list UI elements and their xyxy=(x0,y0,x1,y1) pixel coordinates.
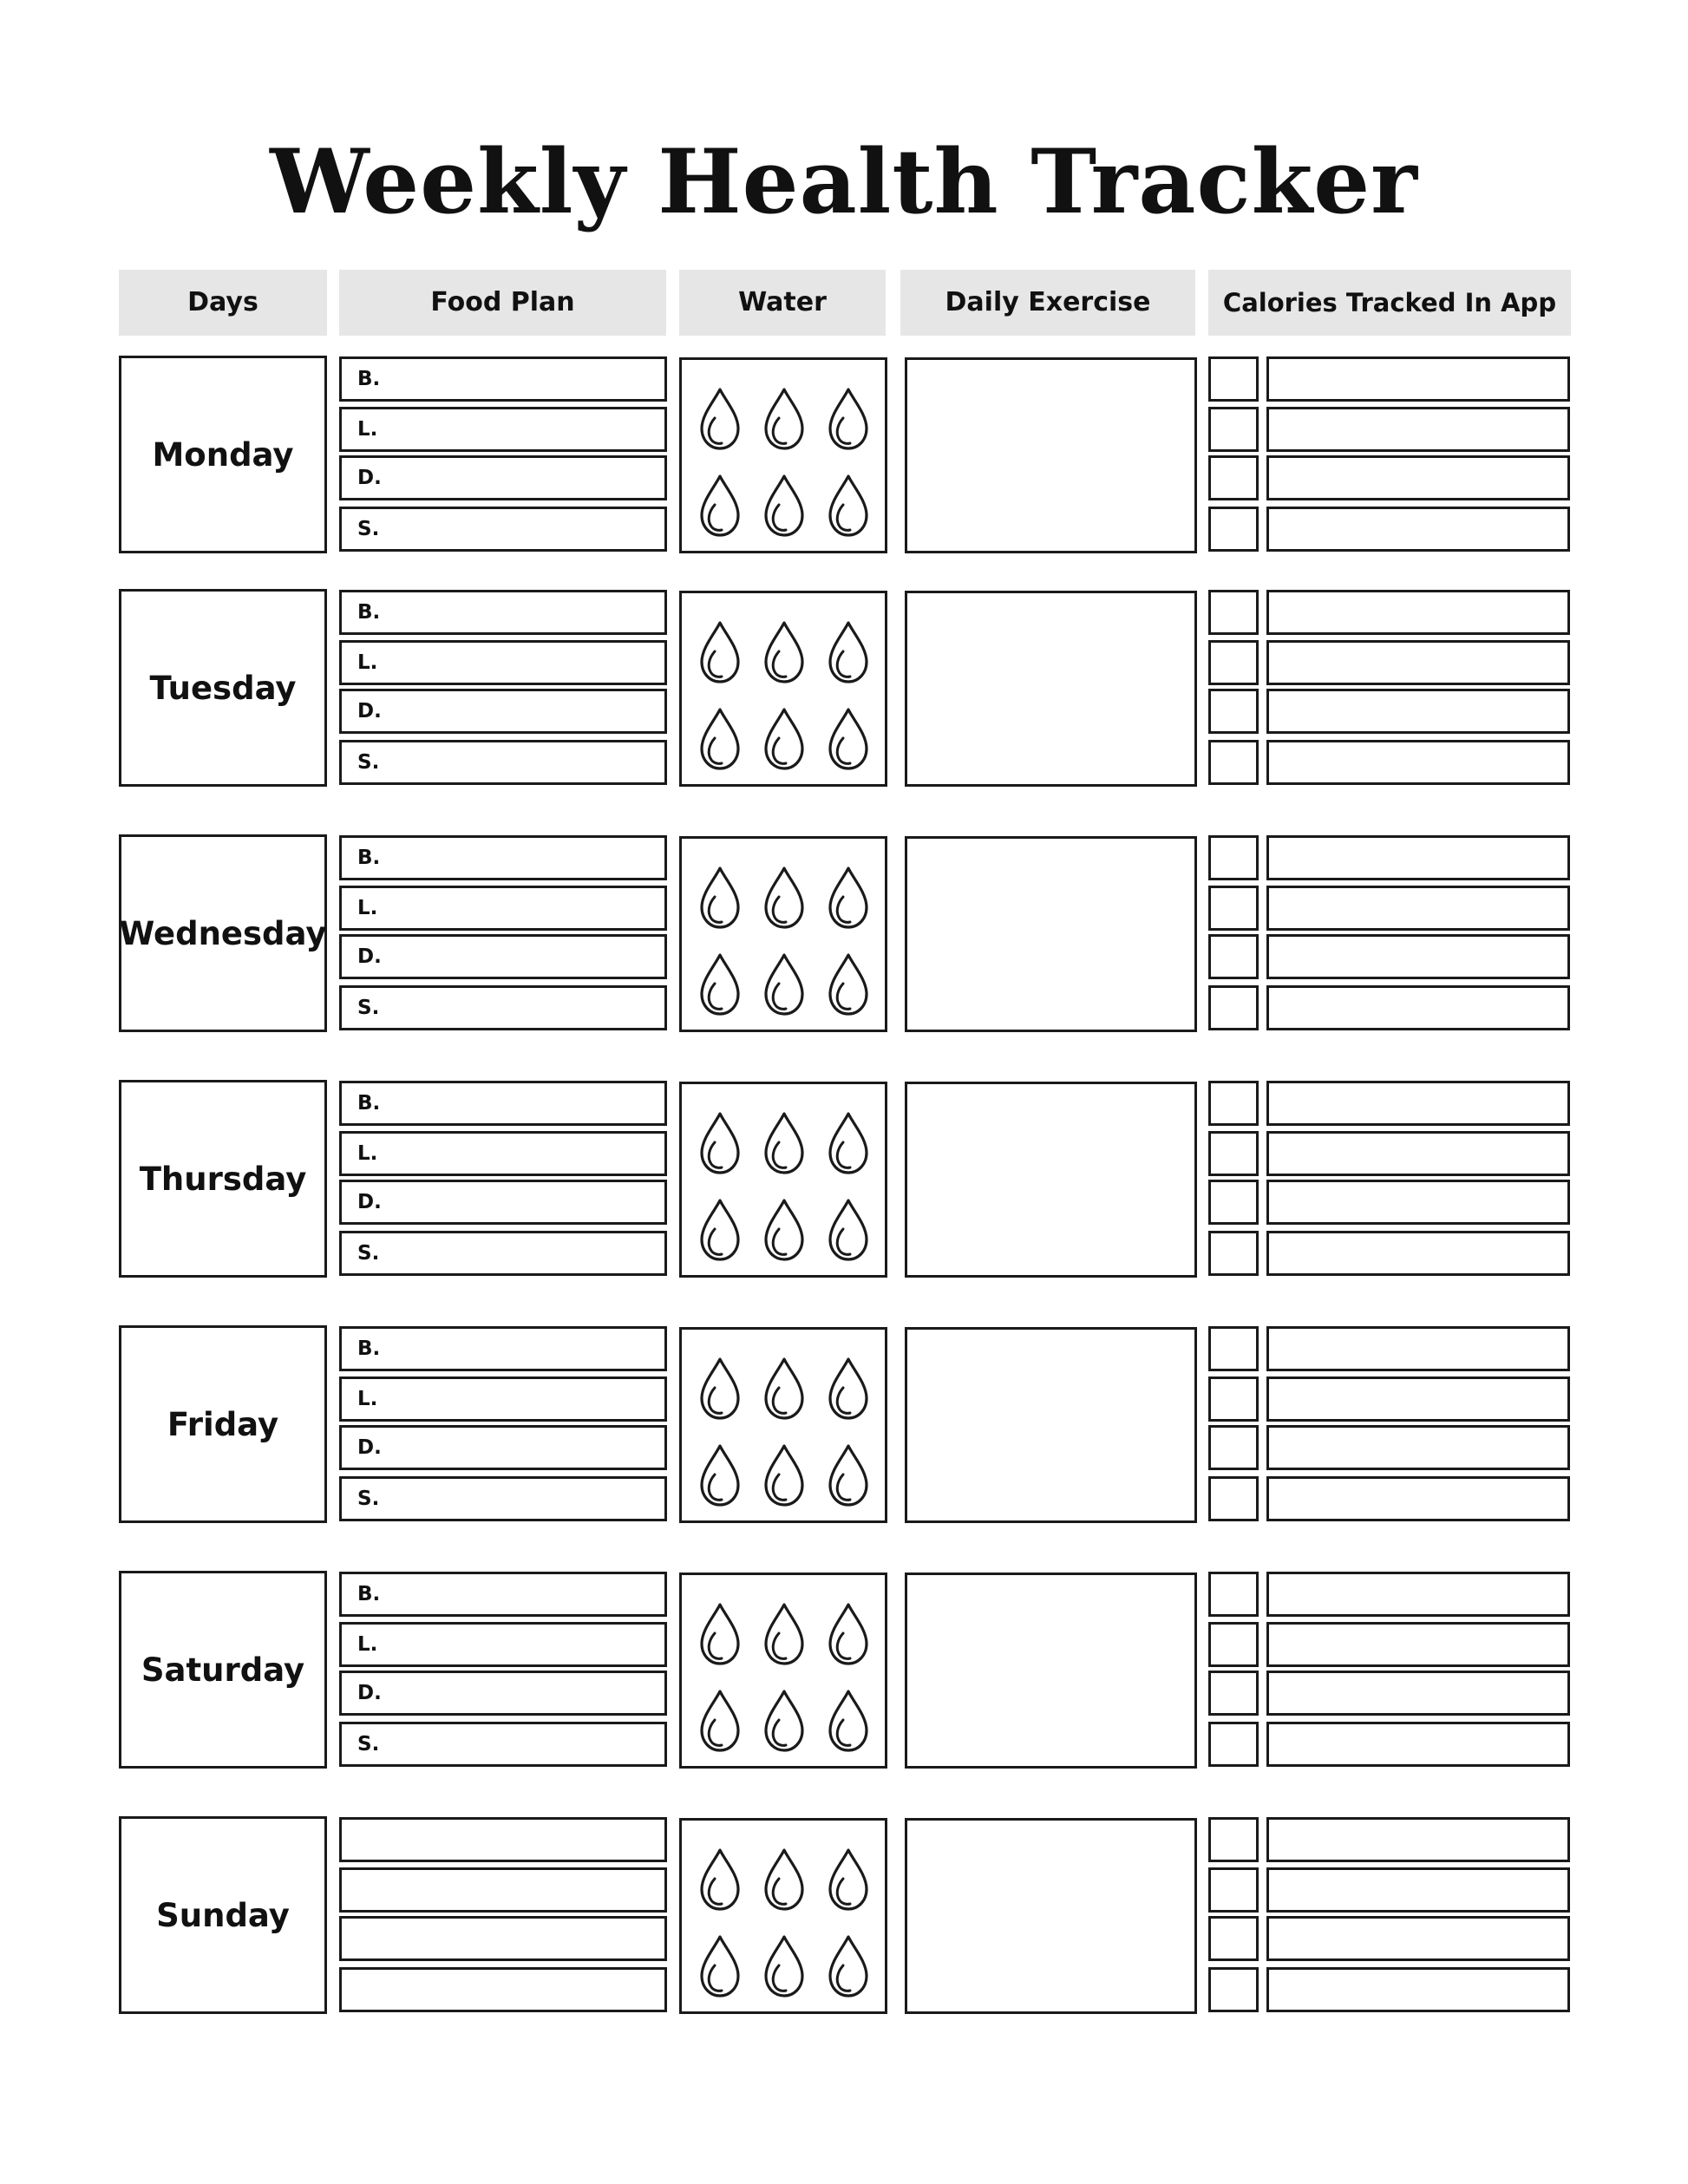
day-label-saturday: Saturday xyxy=(119,1571,327,1769)
meal-field[interactable]: L. xyxy=(339,886,667,931)
meal-field[interactable] xyxy=(339,1817,667,1862)
calorie-entry-field[interactable] xyxy=(1266,1476,1570,1521)
header-water: Water xyxy=(679,270,886,336)
water-drop-icon[interactable] xyxy=(826,1110,871,1176)
water-drop-icon[interactable] xyxy=(762,619,807,685)
water-drop-icon[interactable] xyxy=(697,386,743,452)
calorie-entry-field[interactable] xyxy=(1266,1867,1570,1913)
calorie-entry-field[interactable] xyxy=(1266,1131,1570,1176)
calorie-entry-field[interactable] xyxy=(1266,455,1570,500)
calorie-entry-field[interactable] xyxy=(1266,985,1570,1030)
calorie-checkbox[interactable] xyxy=(1208,1180,1259,1225)
day-label-thursday: Thursday xyxy=(119,1080,327,1278)
day-row-wednesday xyxy=(0,834,1688,1032)
water-tracker xyxy=(679,836,887,1032)
day-row-tuesday xyxy=(0,589,1688,787)
water-tracker xyxy=(679,591,887,787)
exercise-field[interactable] xyxy=(905,591,1197,787)
calorie-entry-field[interactable] xyxy=(1266,1231,1570,1276)
calorie-checkbox[interactable] xyxy=(1208,507,1259,552)
water-drop-icon[interactable] xyxy=(762,1356,807,1422)
meal-field[interactable]: L. xyxy=(339,1131,667,1176)
header-days: Days xyxy=(119,270,327,336)
day-label-friday: Friday xyxy=(119,1325,327,1523)
calorie-entry-field[interactable] xyxy=(1266,886,1570,931)
calorie-entry-field[interactable] xyxy=(1266,1622,1570,1667)
calorie-checkbox[interactable] xyxy=(1208,640,1259,685)
meal-field[interactable]: S. xyxy=(339,1722,667,1767)
calorie-checkbox[interactable] xyxy=(1208,1131,1259,1176)
calorie-checkbox[interactable] xyxy=(1208,590,1259,635)
day-row-sunday xyxy=(0,1816,1688,2014)
calorie-entry-field[interactable] xyxy=(1266,835,1570,880)
day-label-monday: Monday xyxy=(119,356,327,553)
meal-field[interactable]: D. xyxy=(339,689,667,734)
calorie-entry-field[interactable] xyxy=(1266,590,1570,635)
water-drop-icon[interactable] xyxy=(826,951,871,1017)
day-row-friday xyxy=(0,1325,1688,1523)
meal-field[interactable]: B. xyxy=(339,1081,667,1126)
water-drop-icon[interactable] xyxy=(762,1688,807,1754)
calorie-checkbox[interactable] xyxy=(1208,1376,1259,1422)
calorie-checkbox[interactable] xyxy=(1208,740,1259,785)
calorie-checkbox[interactable] xyxy=(1208,407,1259,452)
calorie-entry-field[interactable] xyxy=(1266,640,1570,685)
water-drop-icon[interactable] xyxy=(826,1197,871,1263)
calorie-checkbox[interactable] xyxy=(1208,356,1259,402)
water-tracker xyxy=(679,1818,887,2014)
water-drop-icon[interactable] xyxy=(762,865,807,931)
water-drop-icon[interactable] xyxy=(826,865,871,931)
calorie-checkbox[interactable] xyxy=(1208,689,1259,734)
meal-field[interactable]: B. xyxy=(339,590,667,635)
day-row-monday xyxy=(0,356,1688,553)
meal-field[interactable]: S. xyxy=(339,740,667,785)
calorie-checkbox[interactable] xyxy=(1208,1916,1259,1961)
calorie-entry-field[interactable] xyxy=(1266,1180,1570,1225)
water-drop-icon[interactable] xyxy=(826,1601,871,1667)
water-drop-icon[interactable] xyxy=(697,1847,743,1913)
water-drop-icon[interactable] xyxy=(762,473,807,539)
header-food-plan: Food Plan xyxy=(339,270,666,336)
water-drop-icon[interactable] xyxy=(826,1442,871,1508)
calorie-checkbox[interactable] xyxy=(1208,1622,1259,1667)
calorie-entry-field[interactable] xyxy=(1266,1081,1570,1126)
calorie-checkbox[interactable] xyxy=(1208,985,1259,1030)
water-drop-icon[interactable] xyxy=(697,951,743,1017)
meal-field[interactable]: B. xyxy=(339,356,667,402)
calorie-entry-field[interactable] xyxy=(1266,1722,1570,1767)
meal-field[interactable] xyxy=(339,1916,667,1961)
day-row-thursday xyxy=(0,1080,1688,1278)
meal-field[interactable]: S. xyxy=(339,507,667,552)
meal-field[interactable]: L. xyxy=(339,1622,667,1667)
water-tracker xyxy=(679,357,887,553)
calorie-checkbox[interactable] xyxy=(1208,1231,1259,1276)
calorie-entry-field[interactable] xyxy=(1266,1671,1570,1716)
day-row-saturday xyxy=(0,1571,1688,1769)
water-drop-icon[interactable] xyxy=(697,865,743,931)
water-drop-icon[interactable] xyxy=(697,1110,743,1176)
meal-field[interactable]: D. xyxy=(339,455,667,500)
calorie-entry-field[interactable] xyxy=(1266,1425,1570,1470)
water-drop-icon[interactable] xyxy=(826,1847,871,1913)
calorie-entry-field[interactable] xyxy=(1266,740,1570,785)
header-calories-tracked: Calories Tracked In App xyxy=(1208,270,1571,336)
calorie-entry-field[interactable] xyxy=(1266,689,1570,734)
water-drop-icon[interactable] xyxy=(762,951,807,1017)
calorie-entry-field[interactable] xyxy=(1266,407,1570,452)
calorie-checkbox[interactable] xyxy=(1208,934,1259,979)
calorie-entry-field[interactable] xyxy=(1266,1376,1570,1422)
water-drop-icon[interactable] xyxy=(762,1847,807,1913)
calorie-checkbox[interactable] xyxy=(1208,1425,1259,1470)
page-title: Weekly Health Tracker xyxy=(270,130,1418,234)
meal-field[interactable]: B. xyxy=(339,835,667,880)
water-drop-icon[interactable] xyxy=(826,1933,871,1999)
water-drop-icon[interactable] xyxy=(826,1356,871,1422)
calorie-checkbox[interactable] xyxy=(1208,1326,1259,1371)
calorie-checkbox[interactable] xyxy=(1208,835,1259,880)
calorie-entry-field[interactable] xyxy=(1266,934,1570,979)
water-tracker xyxy=(679,1327,887,1523)
calorie-checkbox[interactable] xyxy=(1208,1671,1259,1716)
calorie-checkbox[interactable] xyxy=(1208,1817,1259,1862)
water-drop-icon[interactable] xyxy=(826,386,871,452)
water-tracker xyxy=(679,1573,887,1769)
meal-field[interactable]: S. xyxy=(339,985,667,1030)
water-drop-icon[interactable] xyxy=(826,619,871,685)
water-drop-icon[interactable] xyxy=(826,706,871,772)
meal-field[interactable]: D. xyxy=(339,1671,667,1716)
calorie-checkbox[interactable] xyxy=(1208,1572,1259,1617)
meal-field[interactable]: S. xyxy=(339,1231,667,1276)
water-drop-icon[interactable] xyxy=(762,1601,807,1667)
day-label-sunday: Sunday xyxy=(119,1816,327,2014)
calorie-checkbox[interactable] xyxy=(1208,455,1259,500)
water-drop-icon[interactable] xyxy=(697,1933,743,1999)
water-tracker xyxy=(679,1082,887,1278)
water-drop-icon[interactable] xyxy=(697,1356,743,1422)
meal-field[interactable]: L. xyxy=(339,407,667,452)
water-drop-icon[interactable] xyxy=(697,1601,743,1667)
calorie-entry-field[interactable] xyxy=(1266,1916,1570,1961)
water-drop-icon[interactable] xyxy=(762,1197,807,1263)
exercise-field[interactable] xyxy=(905,1082,1197,1278)
day-label-tuesday: Tuesday xyxy=(119,589,327,787)
calorie-checkbox[interactable] xyxy=(1208,1081,1259,1126)
meal-field[interactable] xyxy=(339,1867,667,1913)
calorie-checkbox[interactable] xyxy=(1208,1967,1259,2012)
exercise-field[interactable] xyxy=(905,357,1197,553)
meal-field[interactable]: B. xyxy=(339,1326,667,1371)
water-drop-icon[interactable] xyxy=(762,706,807,772)
calorie-checkbox[interactable] xyxy=(1208,1476,1259,1521)
calorie-checkbox[interactable] xyxy=(1208,1867,1259,1913)
water-drop-icon[interactable] xyxy=(762,1110,807,1176)
exercise-field[interactable] xyxy=(905,1327,1197,1523)
exercise-field[interactable] xyxy=(905,1818,1197,2014)
exercise-field[interactable] xyxy=(905,1573,1197,1769)
water-drop-icon[interactable] xyxy=(762,1933,807,1999)
exercise-field[interactable] xyxy=(905,836,1197,1032)
day-label-wednesday: Wednesday xyxy=(119,834,327,1032)
calorie-entry-field[interactable] xyxy=(1266,1572,1570,1617)
meal-field[interactable]: B. xyxy=(339,1572,667,1617)
calorie-entry-field[interactable] xyxy=(1266,507,1570,552)
meal-field[interactable]: D. xyxy=(339,934,667,979)
water-drop-icon[interactable] xyxy=(697,1442,743,1508)
water-drop-icon[interactable] xyxy=(762,1442,807,1508)
meal-field[interactable]: D. xyxy=(339,1425,667,1470)
calorie-entry-field[interactable] xyxy=(1266,1967,1570,2012)
water-drop-icon[interactable] xyxy=(826,473,871,539)
calorie-entry-field[interactable] xyxy=(1266,356,1570,402)
meal-field[interactable]: S. xyxy=(339,1476,667,1521)
meal-field[interactable] xyxy=(339,1967,667,2012)
calorie-entry-field[interactable] xyxy=(1266,1817,1570,1862)
water-drop-icon[interactable] xyxy=(697,1688,743,1754)
calorie-entry-field[interactable] xyxy=(1266,1326,1570,1371)
meal-field[interactable]: L. xyxy=(339,640,667,685)
water-drop-icon[interactable] xyxy=(697,619,743,685)
water-drop-icon[interactable] xyxy=(697,1197,743,1263)
meal-field[interactable]: D. xyxy=(339,1180,667,1225)
water-drop-icon[interactable] xyxy=(826,1688,871,1754)
meal-field[interactable]: L. xyxy=(339,1376,667,1422)
header-daily-exercise: Daily Exercise xyxy=(900,270,1195,336)
water-drop-icon[interactable] xyxy=(762,386,807,452)
calorie-checkbox[interactable] xyxy=(1208,886,1259,931)
calorie-checkbox[interactable] xyxy=(1208,1722,1259,1767)
water-drop-icon[interactable] xyxy=(697,473,743,539)
water-drop-icon[interactable] xyxy=(697,706,743,772)
